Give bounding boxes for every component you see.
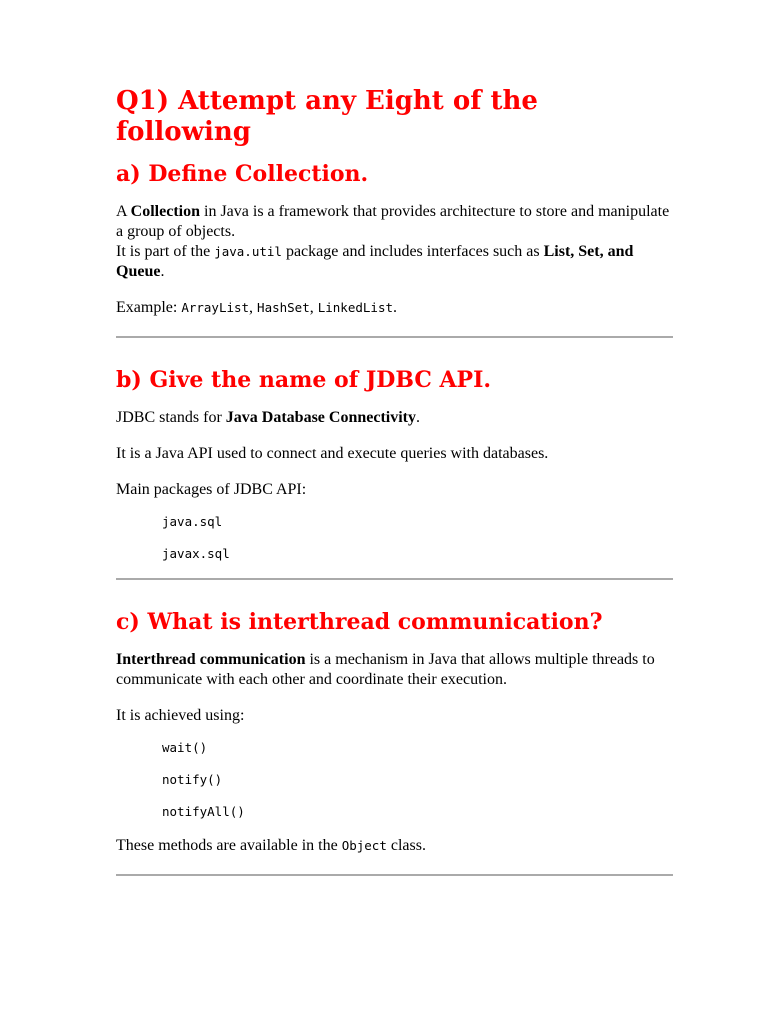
bold-term: Collection [130,203,200,220]
section-b-paragraph-2: It is a Java API used to connect and execute queries with databases. [116,445,549,462]
section-a-example: Example: ArrayList, HashSet, LinkedList. [116,299,397,316]
bold-term: List, Set, and Queue [116,243,634,280]
section-c-heading: c) What is interthread communication? [116,609,603,635]
inline-code: java.util [214,244,282,259]
code-line: wait() [162,740,208,755]
section-c-paragraph-1: Interthread communication is a mechanism in Java that allows multiple threads to communicate with each other and coordinate their execution. [116,651,655,688]
code-line: java.sql [162,514,223,529]
inline-code: Object [341,838,387,853]
code-line: notifyAll() [162,804,245,819]
section-c-paragraph-2: It is achieved using: [116,707,245,724]
main-title: Q1) Attempt any Eight of the following [116,86,538,147]
jdbc-packages-list [162,514,676,562]
inline-code: LinkedList [317,300,393,315]
section-b-heading: b) Give the name of JDBC API. [116,367,492,393]
inline-code: ArrayList [181,300,250,315]
section-divider [116,578,673,580]
inline-code: HashSet [257,300,310,315]
code-line: notify() [162,772,223,787]
section-divider [116,874,673,876]
document-content [116,86,676,876]
section-a-paragraph-2: It is part of the java.util package and includes interfaces such as List, Set, and Queue. [116,243,634,280]
bold-term: Interthread communication [116,651,306,668]
section-a-paragraph-1: A Collection in Java is a framework that provides architecture to store and manipulate a group of objects. [116,203,670,240]
bold-term: Java Database Connectivity [225,409,416,426]
section-c-paragraph-3: These methods are available in the Object class. [116,837,426,854]
code-line: javax.sql [162,546,230,561]
methods-list [162,740,676,820]
section-b-paragraph-3: Main packages of JDBC API: [116,481,307,498]
section-b-paragraph-1: JDBC stands for Java Database Connectivity. [116,409,420,426]
section-divider [116,336,673,338]
section-a-heading: a) Define Collection. [116,161,369,187]
